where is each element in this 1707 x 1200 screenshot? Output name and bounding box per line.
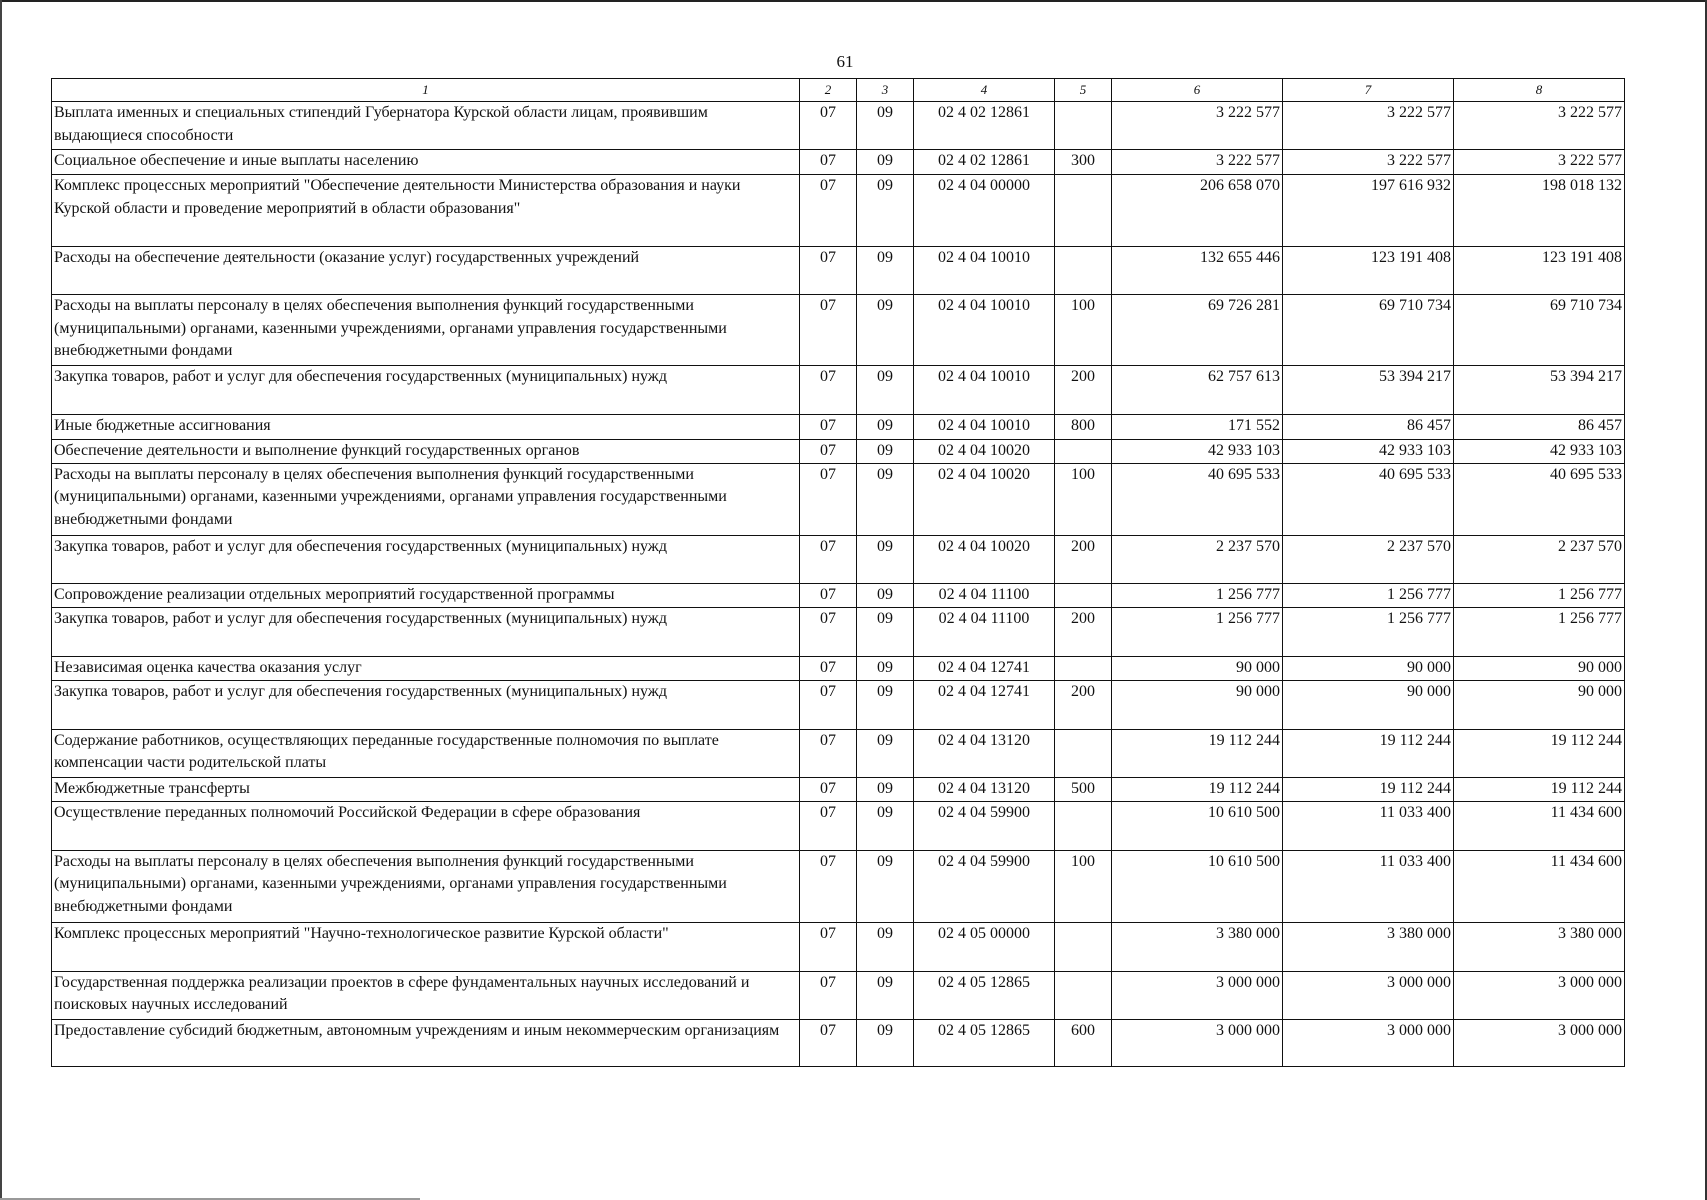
row-name-cell: Иные бюджетные ассигнования [52,415,800,440]
amount-cell-col6: 3 222 577 [1112,102,1283,150]
subsection-code-cell: 09 [857,922,914,971]
expense-type-cell [1055,922,1112,971]
amount-cell-col7: 69 710 734 [1283,295,1454,366]
row-name-cell: Сопровождение реализации отдельных мероприятий государственной программы [52,583,800,607]
budget-table [51,78,1625,1067]
section-code-cell: 07 [800,247,857,295]
section-code-cell: 07 [800,366,857,415]
amount-cell-col7: 11 033 400 [1283,801,1454,850]
section-code-cell: 07 [800,1019,857,1066]
section-code-cell: 07 [800,971,857,1019]
section-code-cell: 07 [800,415,857,440]
target-article-cell: 02 4 04 11100 [914,607,1055,656]
amount-cell-col8: 69 710 734 [1454,295,1625,366]
amount-cell-col6: 62 757 613 [1112,366,1283,415]
column-header: 7 [1283,79,1454,102]
row-name-cell: Обеспечение деятельности и выполнение функций государственных органов [52,440,800,464]
column-header: 6 [1112,79,1283,102]
column-header: 5 [1055,79,1112,102]
expense-type-cell [1055,583,1112,607]
row-name-cell: Расходы на обеспечение деятельности (оказание услуг) государственных учреждений [52,247,800,295]
target-article-cell: 02 4 04 10010 [914,415,1055,440]
table-row [52,366,1625,415]
scan-border-top [0,0,1707,2]
target-article-cell: 02 4 04 12741 [914,656,1055,680]
table-row [52,656,1625,680]
amount-cell-col7: 3 000 000 [1283,1019,1454,1066]
page-number: 61 [836,52,854,71]
table-row [52,607,1625,656]
amount-cell-col7: 2 237 570 [1283,535,1454,583]
section-code-cell: 07 [800,607,857,656]
row-name-cell: Социальное обеспечение и иные выплаты населению [52,150,800,175]
expense-type-cell: 100 [1055,850,1112,922]
amount-cell-col8: 53 394 217 [1454,366,1625,415]
expense-type-cell: 200 [1055,680,1112,729]
amount-cell-col7: 1 256 777 [1283,583,1454,607]
amount-cell-col6: 42 933 103 [1112,440,1283,464]
target-article-cell: 02 4 05 12865 [914,971,1055,1019]
row-name-cell: Расходы на выплаты персоналу в целях обеспечения выполнения функций государственными (муниципальными) органами, казенными учреждениями, органами управления государственными внебюджетными фондами [52,295,800,366]
amount-cell-col8: 11 434 600 [1454,801,1625,850]
target-article-cell: 02 4 04 10020 [914,463,1055,535]
expense-type-cell: 600 [1055,1019,1112,1066]
amount-cell-col8: 19 112 244 [1454,777,1625,801]
section-code-cell: 07 [800,656,857,680]
amount-cell-col7: 1 256 777 [1283,607,1454,656]
amount-cell-col7: 42 933 103 [1283,440,1454,464]
subsection-code-cell: 09 [857,680,914,729]
expense-type-cell [1055,801,1112,850]
amount-cell-col6: 19 112 244 [1112,729,1283,777]
row-name-cell: Расходы на выплаты персоналу в целях обеспечения выполнения функций государственными (муниципальными) органами, казенными учреждениями, органами управления государственными внебюджетными фондами [52,850,800,922]
section-code-cell: 07 [800,440,857,464]
amount-cell-col8: 3 000 000 [1454,1019,1625,1066]
subsection-code-cell: 09 [857,102,914,150]
row-name-cell: Содержание работников, осуществляющих переданные государственные полномочия по выплате компенсации части родительской платы [52,729,800,777]
table-row [52,777,1625,801]
row-name-cell: Независимая оценка качества оказания услуг [52,656,800,680]
column-header: 2 [800,79,857,102]
row-name-cell: Осуществление переданных полномочий Российской Федерации в сфере образования [52,801,800,850]
expense-type-cell [1055,729,1112,777]
subsection-code-cell: 09 [857,729,914,777]
row-name-cell: Закупка товаров, работ и услуг для обеспечения государственных (муниципальных) нужд [52,607,800,656]
column-header: 1 [52,79,800,102]
section-code-cell: 07 [800,850,857,922]
amount-cell-col8: 42 933 103 [1454,440,1625,464]
amount-cell-col8: 123 191 408 [1454,247,1625,295]
amount-cell-col6: 3 000 000 [1112,1019,1283,1066]
table-row [52,440,1625,464]
subsection-code-cell: 09 [857,971,914,1019]
amount-cell-col6: 19 112 244 [1112,777,1283,801]
amount-cell-col8: 3 000 000 [1454,971,1625,1019]
target-article-cell: 02 4 04 12741 [914,680,1055,729]
expense-type-cell [1055,247,1112,295]
section-code-cell: 07 [800,922,857,971]
table-row [52,583,1625,607]
amount-cell-col7: 3 222 577 [1283,150,1454,175]
section-code-cell: 07 [800,295,857,366]
target-article-cell: 02 4 04 13120 [914,777,1055,801]
target-article-cell: 02 4 04 59900 [914,850,1055,922]
amount-cell-col7: 19 112 244 [1283,777,1454,801]
amount-cell-col8: 86 457 [1454,415,1625,440]
amount-cell-col7: 90 000 [1283,680,1454,729]
column-header: 8 [1454,79,1625,102]
section-code-cell: 07 [800,463,857,535]
column-header: 3 [857,79,914,102]
column-header: 4 [914,79,1055,102]
section-code-cell: 07 [800,680,857,729]
expense-type-cell [1055,440,1112,464]
row-name-cell: Закупка товаров, работ и услуг для обеспечения государственных (муниципальных) нужд [52,366,800,415]
subsection-code-cell: 09 [857,463,914,535]
subsection-code-cell: 09 [857,583,914,607]
row-name-cell: Межбюджетные трансферты [52,777,800,801]
subsection-code-cell: 09 [857,850,914,922]
table-row [52,1019,1625,1066]
target-article-cell: 02 4 04 10010 [914,247,1055,295]
section-code-cell: 07 [800,583,857,607]
amount-cell-col7: 11 033 400 [1283,850,1454,922]
amount-cell-col8: 19 112 244 [1454,729,1625,777]
section-code-cell: 07 [800,535,857,583]
expense-type-cell [1055,102,1112,150]
expense-type-cell: 500 [1055,777,1112,801]
expense-type-cell: 300 [1055,150,1112,175]
amount-cell-col7: 19 112 244 [1283,729,1454,777]
table-row [52,922,1625,971]
amount-cell-col8: 3 222 577 [1454,150,1625,175]
section-code-cell: 07 [800,801,857,850]
target-article-cell: 02 4 04 10010 [914,295,1055,366]
section-code-cell: 07 [800,777,857,801]
target-article-cell: 02 4 04 00000 [914,175,1055,247]
subsection-code-cell: 09 [857,415,914,440]
target-article-cell: 02 4 05 12865 [914,1019,1055,1066]
expense-type-cell [1055,971,1112,1019]
target-article-cell: 02 4 04 10020 [914,535,1055,583]
amount-cell-col8: 90 000 [1454,656,1625,680]
amount-cell-col6: 2 237 570 [1112,535,1283,583]
table-row [52,971,1625,1019]
amount-cell-col7: 86 457 [1283,415,1454,440]
amount-cell-col6: 10 610 500 [1112,801,1283,850]
row-name-cell: Комплекс процессных мероприятий "Научно-технологическое развитие Курской области" [52,922,800,971]
table-row [52,463,1625,535]
subsection-code-cell: 09 [857,1019,914,1066]
subsection-code-cell: 09 [857,607,914,656]
amount-cell-col6: 1 256 777 [1112,607,1283,656]
target-article-cell: 02 4 04 13120 [914,729,1055,777]
amount-cell-col6: 3 000 000 [1112,971,1283,1019]
subsection-code-cell: 09 [857,366,914,415]
table-row [52,102,1625,150]
amount-cell-col8: 11 434 600 [1454,850,1625,922]
subsection-code-cell: 09 [857,535,914,583]
section-code-cell: 07 [800,175,857,247]
expense-type-cell: 100 [1055,463,1112,535]
target-article-cell: 02 4 04 10020 [914,440,1055,464]
row-name-cell: Закупка товаров, работ и услуг для обеспечения государственных (муниципальных) нужд [52,535,800,583]
scan-border-left [0,0,2,1200]
expense-type-cell: 800 [1055,415,1112,440]
expense-type-cell: 200 [1055,366,1112,415]
amount-cell-col6: 40 695 533 [1112,463,1283,535]
amount-cell-col6: 69 726 281 [1112,295,1283,366]
amount-cell-col6: 132 655 446 [1112,247,1283,295]
table-row [52,801,1625,850]
table-row [52,729,1625,777]
row-name-cell: Закупка товаров, работ и услуг для обеспечения государственных (муниципальных) нужд [52,680,800,729]
section-code-cell: 07 [800,102,857,150]
target-article-cell: 02 4 04 10010 [914,366,1055,415]
amount-cell-col6: 90 000 [1112,680,1283,729]
amount-cell-col6: 206 658 070 [1112,175,1283,247]
table-row [52,680,1625,729]
table-row [52,850,1625,922]
subsection-code-cell: 09 [857,801,914,850]
target-article-cell: 02 4 02 12861 [914,102,1055,150]
target-article-cell: 02 4 04 11100 [914,583,1055,607]
subsection-code-cell: 09 [857,440,914,464]
expense-type-cell [1055,175,1112,247]
subsection-code-cell: 09 [857,777,914,801]
target-article-cell: 02 4 05 00000 [914,922,1055,971]
row-name-cell: Выплата именных и специальных стипендий Губернатора Курской области лицам, проявившим выдающиеся способности [52,102,800,150]
amount-cell-col7: 40 695 533 [1283,463,1454,535]
amount-cell-col6: 1 256 777 [1112,583,1283,607]
table-row [52,175,1625,247]
subsection-code-cell: 09 [857,175,914,247]
expense-type-cell: 200 [1055,607,1112,656]
subsection-code-cell: 09 [857,247,914,295]
target-article-cell: 02 4 02 12861 [914,150,1055,175]
table-body [52,102,1625,1067]
amount-cell-col6: 3 380 000 [1112,922,1283,971]
subsection-code-cell: 09 [857,656,914,680]
amount-cell-col8: 3 222 577 [1454,102,1625,150]
expense-type-cell [1055,656,1112,680]
table-row [52,415,1625,440]
expense-type-cell: 100 [1055,295,1112,366]
amount-cell-col8: 3 380 000 [1454,922,1625,971]
amount-cell-col7: 197 616 932 [1283,175,1454,247]
amount-cell-col8: 90 000 [1454,680,1625,729]
table-row [52,295,1625,366]
amount-cell-col7: 3 222 577 [1283,102,1454,150]
amount-cell-col8: 40 695 533 [1454,463,1625,535]
amount-cell-col7: 123 191 408 [1283,247,1454,295]
table-row [52,247,1625,295]
amount-cell-col6: 171 552 [1112,415,1283,440]
section-code-cell: 07 [800,150,857,175]
section-code-cell: 07 [800,729,857,777]
amount-cell-col7: 53 394 217 [1283,366,1454,415]
amount-cell-col8: 1 256 777 [1454,607,1625,656]
amount-cell-col7: 3 000 000 [1283,971,1454,1019]
amount-cell-col8: 2 237 570 [1454,535,1625,583]
amount-cell-col6: 10 610 500 [1112,850,1283,922]
amount-cell-col7: 90 000 [1283,656,1454,680]
amount-cell-col6: 3 222 577 [1112,150,1283,175]
amount-cell-col7: 3 380 000 [1283,922,1454,971]
target-article-cell: 02 4 04 59900 [914,801,1055,850]
table-row [52,150,1625,175]
amount-cell-col8: 1 256 777 [1454,583,1625,607]
subsection-code-cell: 09 [857,150,914,175]
expense-type-cell: 200 [1055,535,1112,583]
row-name-cell: Расходы на выплаты персоналу в целях обеспечения выполнения функций государственными (муниципальными) органами, казенными учреждениями, органами управления государственными внебюджетными фондами [52,463,800,535]
subsection-code-cell: 09 [857,295,914,366]
amount-cell-col8: 198 018 132 [1454,175,1625,247]
amount-cell-col6: 90 000 [1112,656,1283,680]
table-row [52,535,1625,583]
row-name-cell: Комплекс процессных мероприятий "Обеспечение деятельности Министерства образования и науки Курской области и проведение мероприятий в области образования" [52,175,800,247]
table-header-row [52,79,1625,102]
row-name-cell: Государственная поддержка реализации проектов в сфере фундаментальных научных исследований и поисковых научных исследований [52,971,800,1019]
row-name-cell: Предоставление субсидий бюджетным, автономным учреждениям и иным некоммерческим организациям [52,1019,800,1066]
